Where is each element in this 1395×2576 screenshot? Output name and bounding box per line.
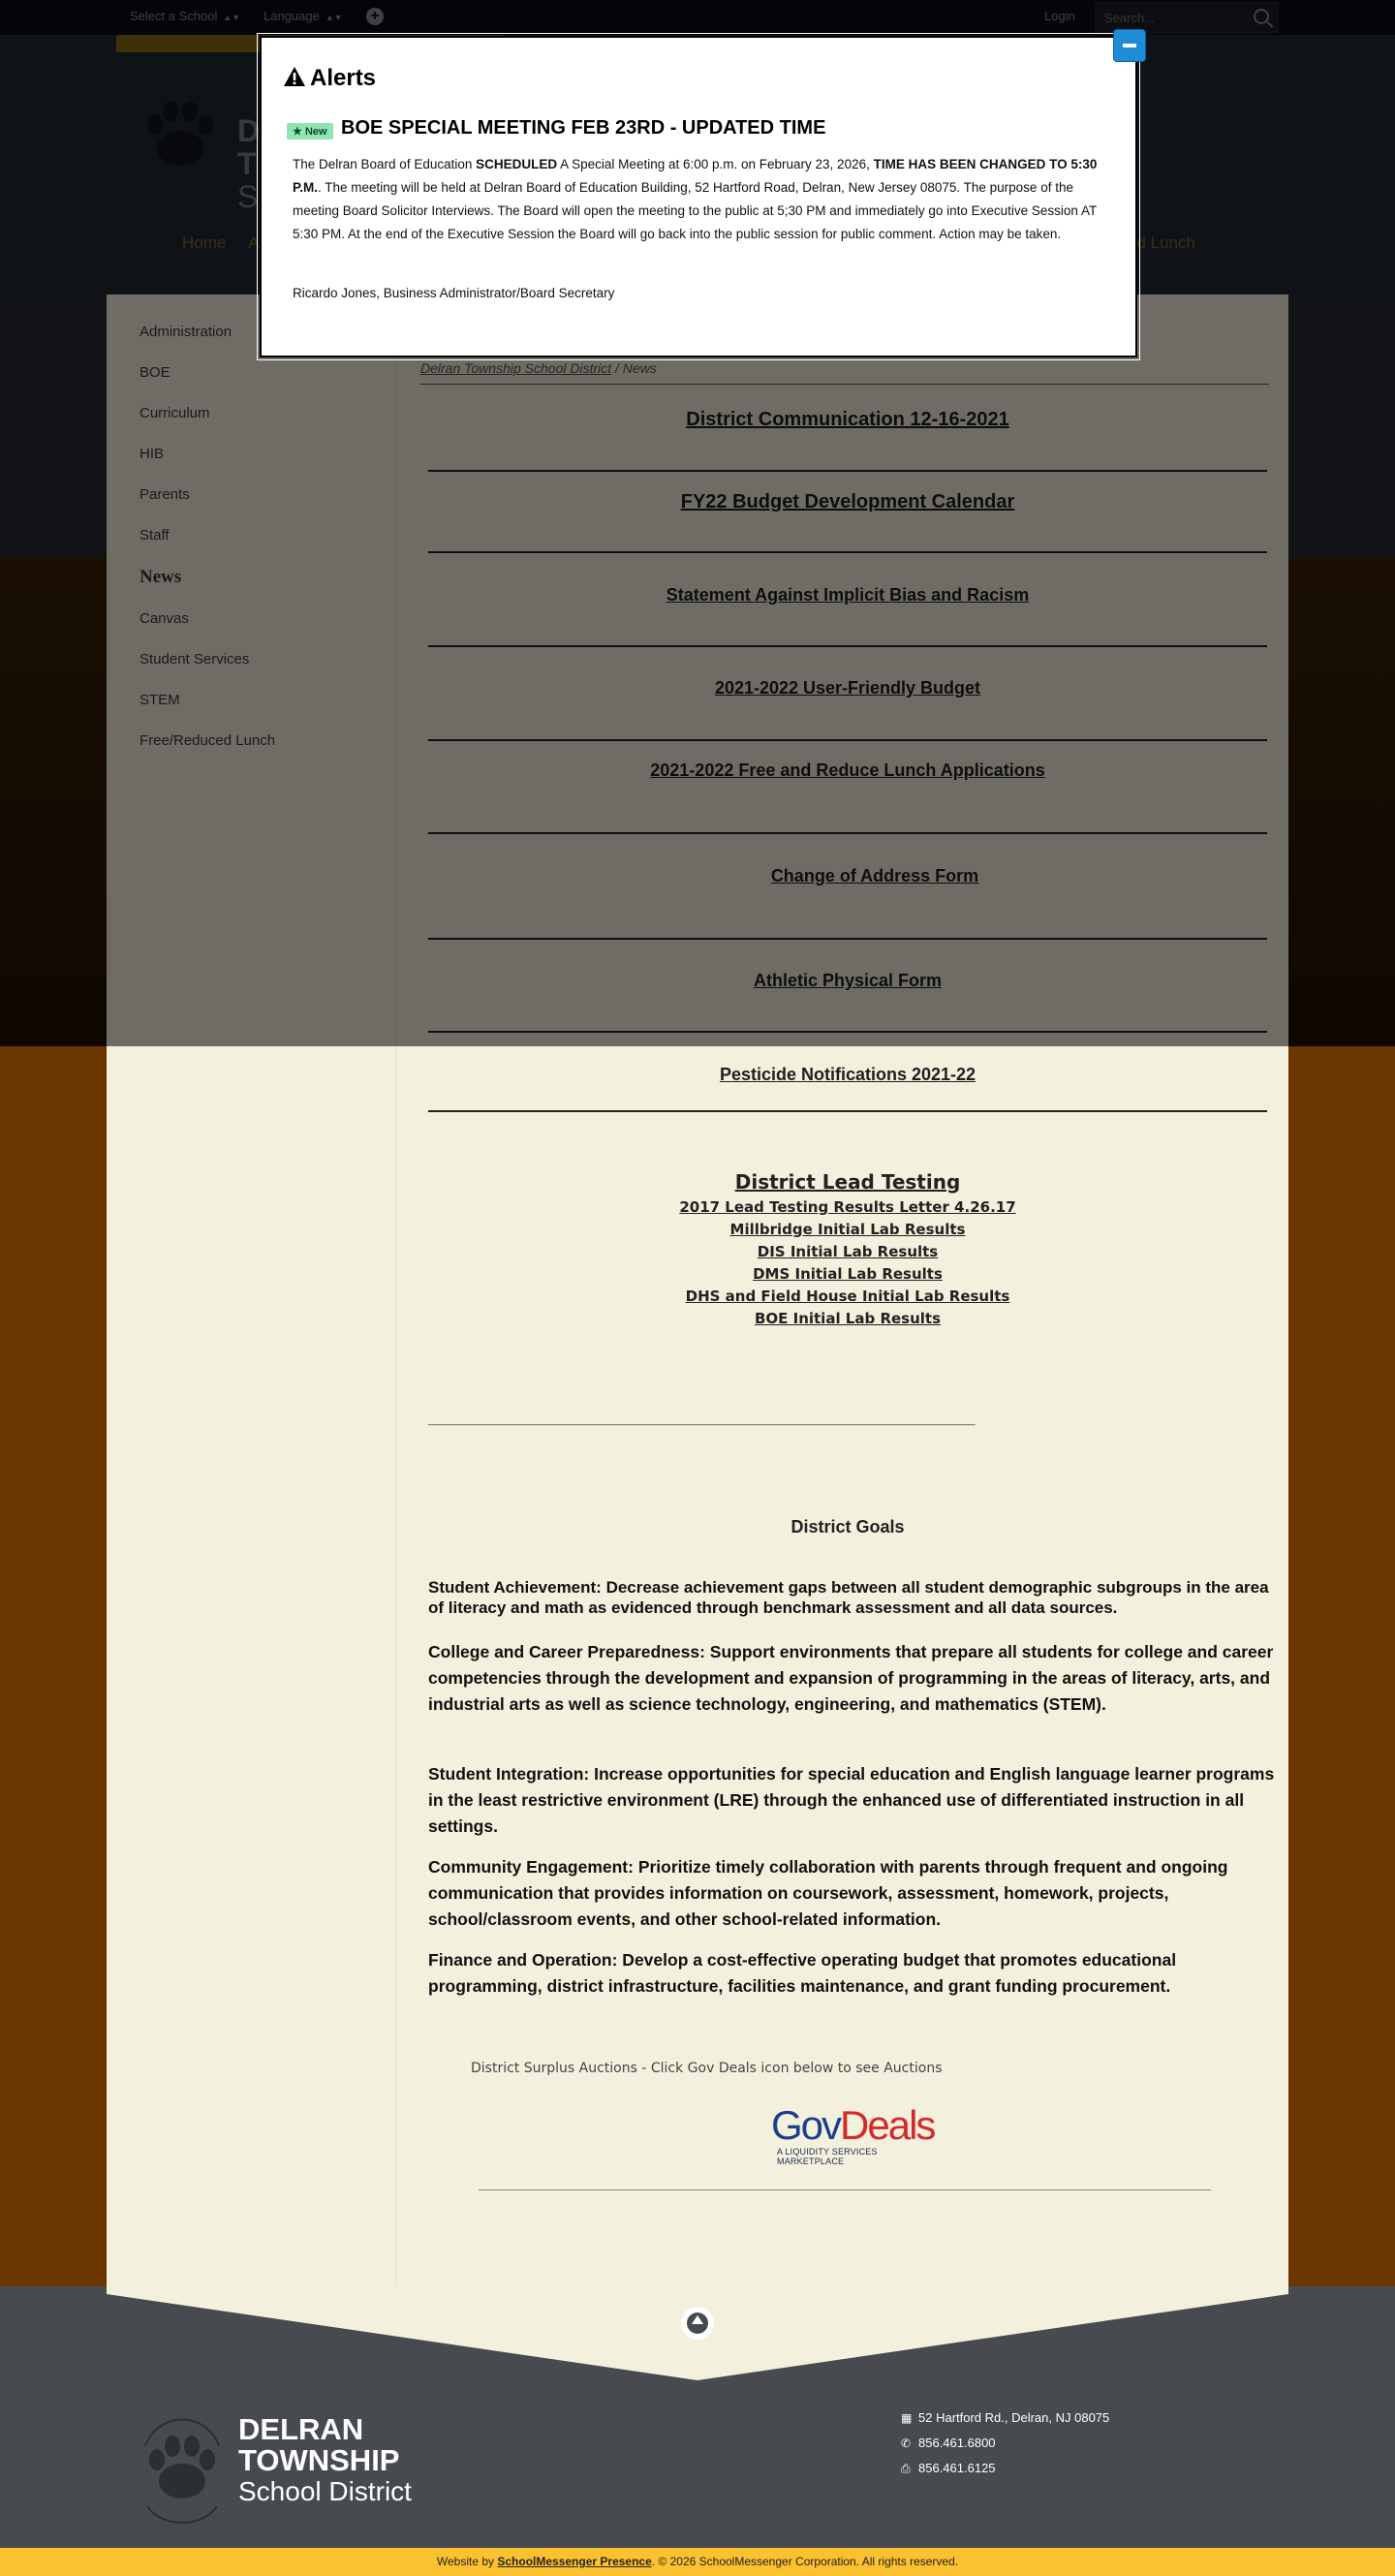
divider bbox=[428, 1110, 1267, 1112]
lead-testing-letter-link[interactable]: 2017 Lead Testing Results Letter 4.26.17 bbox=[679, 1198, 1016, 1216]
footer-district-name[interactable] bbox=[238, 2414, 412, 2507]
district-goals-heading: District Goals bbox=[790, 1517, 905, 1536]
footer-name-line3: School District bbox=[238, 2476, 412, 2506]
goal-student-achievement: Student Achievement: Decrease achievement gaps between all student demographic subgroups in the area of literacy and math as evidenced through benchmark assessment and all data sources. bbox=[428, 1578, 1269, 1617]
link-pesticide-notifications[interactable]: Pesticide Notifications 2021-22 bbox=[719, 1065, 976, 1084]
surplus-auctions-text: District Surplus Auctions - Click Gov Deals icon below to see Auctions bbox=[471, 2061, 943, 2076]
lead-testing-title[interactable]: District Lead Testing bbox=[734, 1170, 961, 1194]
goal-college-career: College and Career Preparedness: Support environments that prepare all students for college and career competencies through the development and expansion of programming in the areas of literacy, arts, and industrial arts as well as science technology, engineering, and mathematics (STEM). bbox=[428, 1642, 1274, 1714]
footer-fax bbox=[901, 2461, 996, 2476]
footer-name-line2: TOWNSHIP bbox=[238, 2443, 400, 2477]
alerts-title-text: Alerts bbox=[310, 65, 377, 91]
goal-student-integration: Student Integration: Increase opportunities for special education and English language learner programs in the least restrictive environment (LRE) through the enhanced use of differentiated instruction in all settings. bbox=[428, 1764, 1275, 1836]
goal-finance-operation: Finance and Operation: Develop a cost-effective operating budget that promotes educational programming, district infrastructure, facilities maintenance, and grant funding procurement. bbox=[428, 1950, 1177, 1996]
alert-body-bold: TIME HAS BEEN CHANGED TO 5:30 P.M. bbox=[293, 157, 1098, 195]
alert-heading[interactable]: BOE SPECIAL MEETING FEB 23RD - UPDATED TIME bbox=[341, 117, 826, 139]
footer-name-line1: DELRAN bbox=[238, 2412, 364, 2446]
alert-body bbox=[293, 153, 1106, 246]
schoolmessenger-link[interactable]: SchoolMessenger Presence bbox=[497, 2555, 652, 2568]
govdeals-tagline: A LIQUIDITY SERVICES MARKETPLACE bbox=[777, 2147, 878, 2166]
footer-fax-text: 856.461.6125 bbox=[918, 2461, 996, 2475]
credit-prefix: Website by bbox=[436, 2555, 498, 2568]
footer-address[interactable] bbox=[901, 2410, 1109, 2425]
fax-icon: ⎙ bbox=[901, 2462, 911, 2475]
map-icon: ▦ bbox=[901, 2411, 913, 2425]
phone-icon: ✆ bbox=[901, 2436, 912, 2450]
footer-phone[interactable] bbox=[901, 2436, 996, 2450]
new-badge-label: New bbox=[304, 126, 327, 138]
lead-millbridge-link[interactable]: Millbridge Initial Lab Results bbox=[729, 1221, 966, 1238]
arrow-up-circle-icon[interactable] bbox=[681, 2307, 714, 2340]
govdeals-logo-link[interactable] bbox=[771, 2102, 935, 2172]
new-badge bbox=[287, 123, 333, 140]
alert-signature: Ricardo Jones, Business Administrator/Board Secretary bbox=[293, 286, 615, 300]
goal-community-engagement: Community Engagement: Prioritize timely collaboration with parents through frequent and ongoing communication that provides information on coursework, assessment, homework, projects, school/classroom events, and other school-related information. bbox=[428, 1857, 1228, 1929]
credits-bar bbox=[0, 2548, 1395, 2576]
alert-body-text: . The meeting will be held at Delran Board of Education Building, 52 Hartford Road, Delran, New Jersey 08075. The purpose of the meeting Board Solicitor Interviews. The Board will open the meeting to the public at 5;30 PM and immediately go into Executive Session AT 5:30 PM. At the end of the Executive Session the Board will go back into the public session for public comment. Action may be taken. bbox=[293, 180, 1097, 241]
star-icon: ★ bbox=[293, 126, 302, 138]
lead-boe-link[interactable]: BOE Initial Lab Results bbox=[754, 1310, 942, 1327]
credit-suffix: . © 2026 SchoolMessenger Corporation. All rights reserved. bbox=[651, 2555, 959, 2568]
alert-body-text: A Special Meeting at 6:00 p.m. on February 23, 2026, bbox=[557, 157, 874, 171]
alert-body-text: The Delran Board of Education bbox=[293, 157, 477, 171]
lead-dms-link[interactable]: DMS Initial Lab Results bbox=[753, 1265, 943, 1283]
bear-paw-logo bbox=[134, 2407, 231, 2524]
minimize-alerts-button[interactable] bbox=[1113, 29, 1146, 62]
footer-phone-text: 856.461.6800 bbox=[918, 2436, 996, 2450]
alerts-modal bbox=[260, 36, 1137, 357]
alert-body-bold: SCHEDULED bbox=[476, 157, 558, 171]
dash-divider: _______________________________________________________________ bbox=[428, 1409, 976, 1427]
warning-icon bbox=[283, 66, 306, 87]
govdeals-deals: Deals bbox=[840, 2102, 935, 2148]
alerts-title bbox=[283, 65, 376, 92]
divider bbox=[479, 2189, 1211, 2190]
lead-dis-link[interactable]: DIS Initial Lab Results bbox=[757, 1243, 939, 1260]
govdeals-wordmark bbox=[771, 2102, 935, 2148]
lead-dhs-link[interactable]: DHS and Field House Initial Lab Results bbox=[685, 1288, 1010, 1305]
govdeals-gov: Gov bbox=[771, 2102, 841, 2148]
footer-address-text: 52 Hartford Rd., Delran, NJ 08075 bbox=[918, 2410, 1110, 2425]
